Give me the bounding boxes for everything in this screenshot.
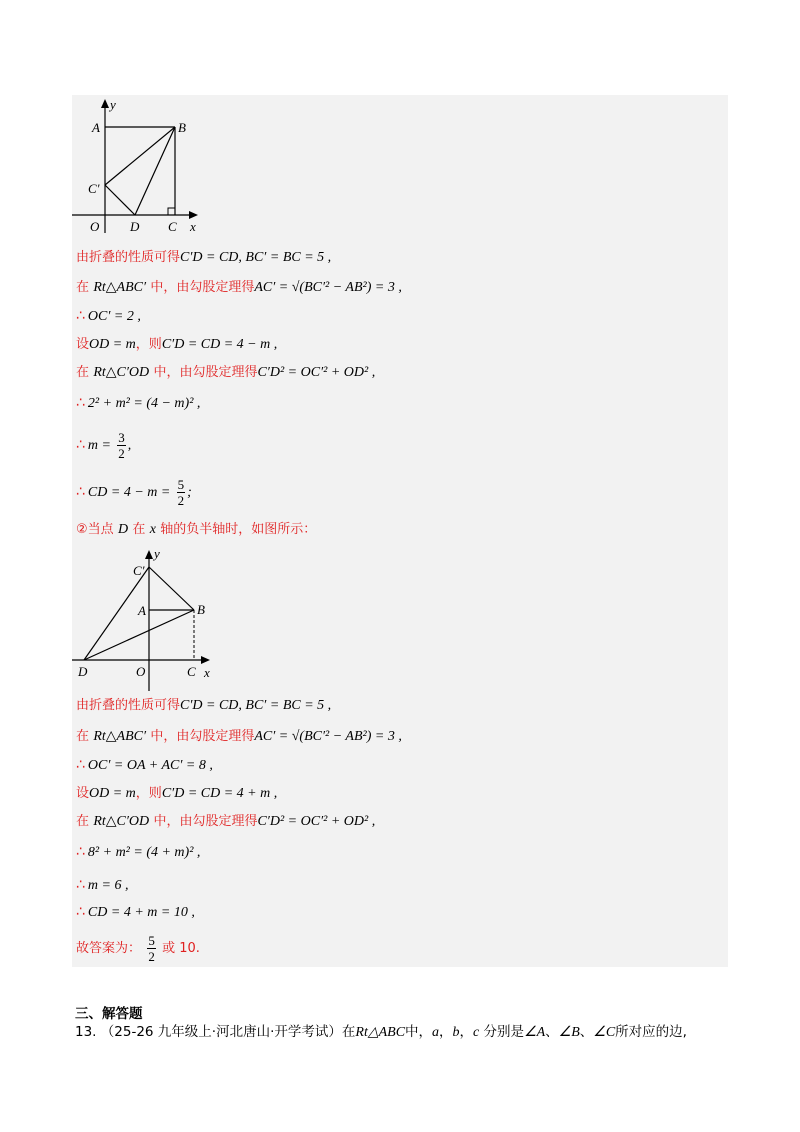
math: Rt△C′OD xyxy=(93,365,150,380)
question-source: （25-26 九年级上·河北唐山·开学考试）在 xyxy=(100,1024,356,1040)
solution-panel xyxy=(72,95,728,967)
therefore-symbol: ∴ xyxy=(76,757,85,773)
case1-line-7 xyxy=(76,428,131,463)
math: AC′ = √(BC′² − AB²) = 3 , xyxy=(254,729,402,744)
segment-BD xyxy=(135,127,175,215)
math: OD = m xyxy=(89,786,136,801)
numerator: 5 xyxy=(148,933,155,948)
text: 在 xyxy=(76,280,90,295)
text: 故答案为： xyxy=(76,941,142,956)
text: ②当点 xyxy=(76,522,114,537)
math: OC′ = OA + AC′ = 8 , xyxy=(87,758,213,773)
math: OC′ = 2 , xyxy=(87,309,141,324)
case2-line-5 xyxy=(76,812,375,831)
segment-BC1 xyxy=(105,127,175,185)
label-B: B xyxy=(197,602,205,617)
therefore-symbol: ∴ xyxy=(76,437,85,453)
label-C1: C' xyxy=(88,181,100,196)
math: C′D = CD, BC′ = BC = 5 , xyxy=(180,250,332,265)
text: 、 xyxy=(545,1024,559,1040)
denominator: 2 xyxy=(118,446,125,461)
text: 中，由勾股定理得 xyxy=(153,365,258,380)
text: 设 xyxy=(76,786,90,801)
text: ，则 xyxy=(135,337,162,352)
therefore-symbol: ∴ xyxy=(76,877,85,893)
label-D: D xyxy=(78,664,88,679)
label-C: C xyxy=(187,664,196,679)
math: Rt△ABC′ xyxy=(93,280,147,295)
text: 或 10. xyxy=(162,941,200,956)
text: 中，由勾股定理得 xyxy=(150,729,255,744)
case2-line-1 xyxy=(76,696,331,715)
text: ， xyxy=(439,1024,453,1040)
math: ; xyxy=(187,485,192,500)
final-answer xyxy=(76,931,200,966)
math: c xyxy=(473,1025,480,1040)
text: 中，由勾股定理得 xyxy=(150,280,255,295)
math: , xyxy=(127,438,132,453)
fraction xyxy=(147,933,156,964)
text: 设 xyxy=(76,337,90,352)
math: m = 6 , xyxy=(87,878,129,893)
denominator: 2 xyxy=(177,493,185,508)
math: AC′ = √(BC′² − AB²) = 3 , xyxy=(254,280,402,295)
case1-line-2 xyxy=(76,278,402,297)
case2-line-3 xyxy=(76,756,213,775)
therefore-symbol: ∴ xyxy=(76,844,85,860)
label-A: A xyxy=(92,120,100,135)
case1-line-8 xyxy=(76,475,192,510)
label-O: O xyxy=(90,219,100,234)
figure-case-1 xyxy=(72,95,212,235)
math: 2² + m² = (4 − m)² , xyxy=(87,396,201,411)
numerator: 3 xyxy=(118,430,125,445)
therefore-symbol: ∴ xyxy=(76,904,85,920)
question-13 xyxy=(75,1020,687,1041)
label-O: O xyxy=(136,664,146,679)
text: 在 xyxy=(76,814,90,829)
x-axis-arrow xyxy=(201,656,210,664)
figure-case-2 xyxy=(72,545,222,695)
math: ∠C xyxy=(593,1025,616,1040)
math: C′D = CD, BC′ = BC = 5 , xyxy=(180,698,332,713)
math: Rt△ABC xyxy=(355,1025,406,1040)
denominator: 2 xyxy=(148,949,155,964)
segment-C1B xyxy=(149,567,194,610)
fraction xyxy=(177,477,186,508)
label-C1: C' xyxy=(133,563,145,578)
text: 所对应的边, xyxy=(615,1024,687,1040)
label-y: y xyxy=(110,97,116,112)
fraction xyxy=(117,430,126,461)
math: Rt△ABC′ xyxy=(93,729,147,744)
text: 在 xyxy=(76,365,90,380)
label-A: A xyxy=(138,603,146,618)
math: ∠B xyxy=(558,1025,580,1040)
label-y: y xyxy=(154,546,160,561)
case1-line-4 xyxy=(76,335,277,354)
math: D xyxy=(117,522,129,537)
case2-line-8 xyxy=(76,903,195,922)
math: b xyxy=(452,1025,460,1040)
math: CD = 4 + m = 10 , xyxy=(87,905,195,920)
case1-line-3 xyxy=(76,307,141,326)
math: C′D² = OC′² + OD² , xyxy=(257,814,376,829)
y-axis-arrow xyxy=(145,550,153,559)
math: OD = m xyxy=(89,337,136,352)
text: 中，由勾股定理得 xyxy=(153,814,258,829)
label-x: x xyxy=(204,665,210,680)
text: 、 xyxy=(579,1024,594,1040)
math: ∠A xyxy=(524,1025,546,1040)
case1-line-6 xyxy=(76,394,200,413)
case2-line-6 xyxy=(76,843,200,862)
right-angle-mark xyxy=(168,208,175,215)
math: C′D = CD = 4 − m , xyxy=(161,337,278,352)
case1-line-1 xyxy=(76,248,331,267)
therefore-symbol: ∴ xyxy=(76,395,85,411)
math: C′D² = OC′² + OD² , xyxy=(257,365,376,380)
text: 在 xyxy=(76,729,90,744)
question-number: 13. xyxy=(75,1024,97,1040)
math: CD = 4 − m = xyxy=(87,485,171,500)
text: 由折叠的性质可得 xyxy=(76,250,181,265)
text: ， xyxy=(459,1024,474,1040)
text: 由折叠的性质可得 xyxy=(76,698,181,713)
math: x xyxy=(149,522,156,537)
x-axis-arrow xyxy=(189,211,198,219)
case2-line-7 xyxy=(76,876,128,895)
text: 分别是 xyxy=(479,1024,525,1040)
case2-line-4 xyxy=(76,784,277,803)
therefore-symbol: ∴ xyxy=(76,484,85,500)
case1-line-5 xyxy=(76,363,375,382)
text: ，则 xyxy=(135,786,162,801)
figure-2-svg xyxy=(72,545,222,695)
label-B: B xyxy=(178,120,186,135)
label-C: C xyxy=(168,219,177,234)
figure-1-svg xyxy=(72,95,212,235)
math: 8² + m² = (4 + m)² , xyxy=(87,845,201,860)
math: C′D = CD = 4 + m , xyxy=(161,786,278,801)
label-x: x xyxy=(190,219,196,234)
text: 轴的负半轴时，如图所示： xyxy=(160,522,317,537)
label-D: D xyxy=(130,219,140,234)
therefore-symbol: ∴ xyxy=(76,308,85,324)
math: m = xyxy=(87,438,111,453)
math: Rt△C′OD xyxy=(93,814,150,829)
case2-line-2 xyxy=(76,727,402,746)
segment-C1D xyxy=(105,185,135,215)
text: 中， xyxy=(405,1024,433,1040)
math: a xyxy=(432,1025,440,1040)
text: 在 xyxy=(132,522,146,537)
y-axis-arrow xyxy=(101,99,109,108)
section-title: 三、解答题 xyxy=(75,1006,143,1022)
case2-heading xyxy=(76,520,316,539)
numerator: 5 xyxy=(177,477,185,492)
